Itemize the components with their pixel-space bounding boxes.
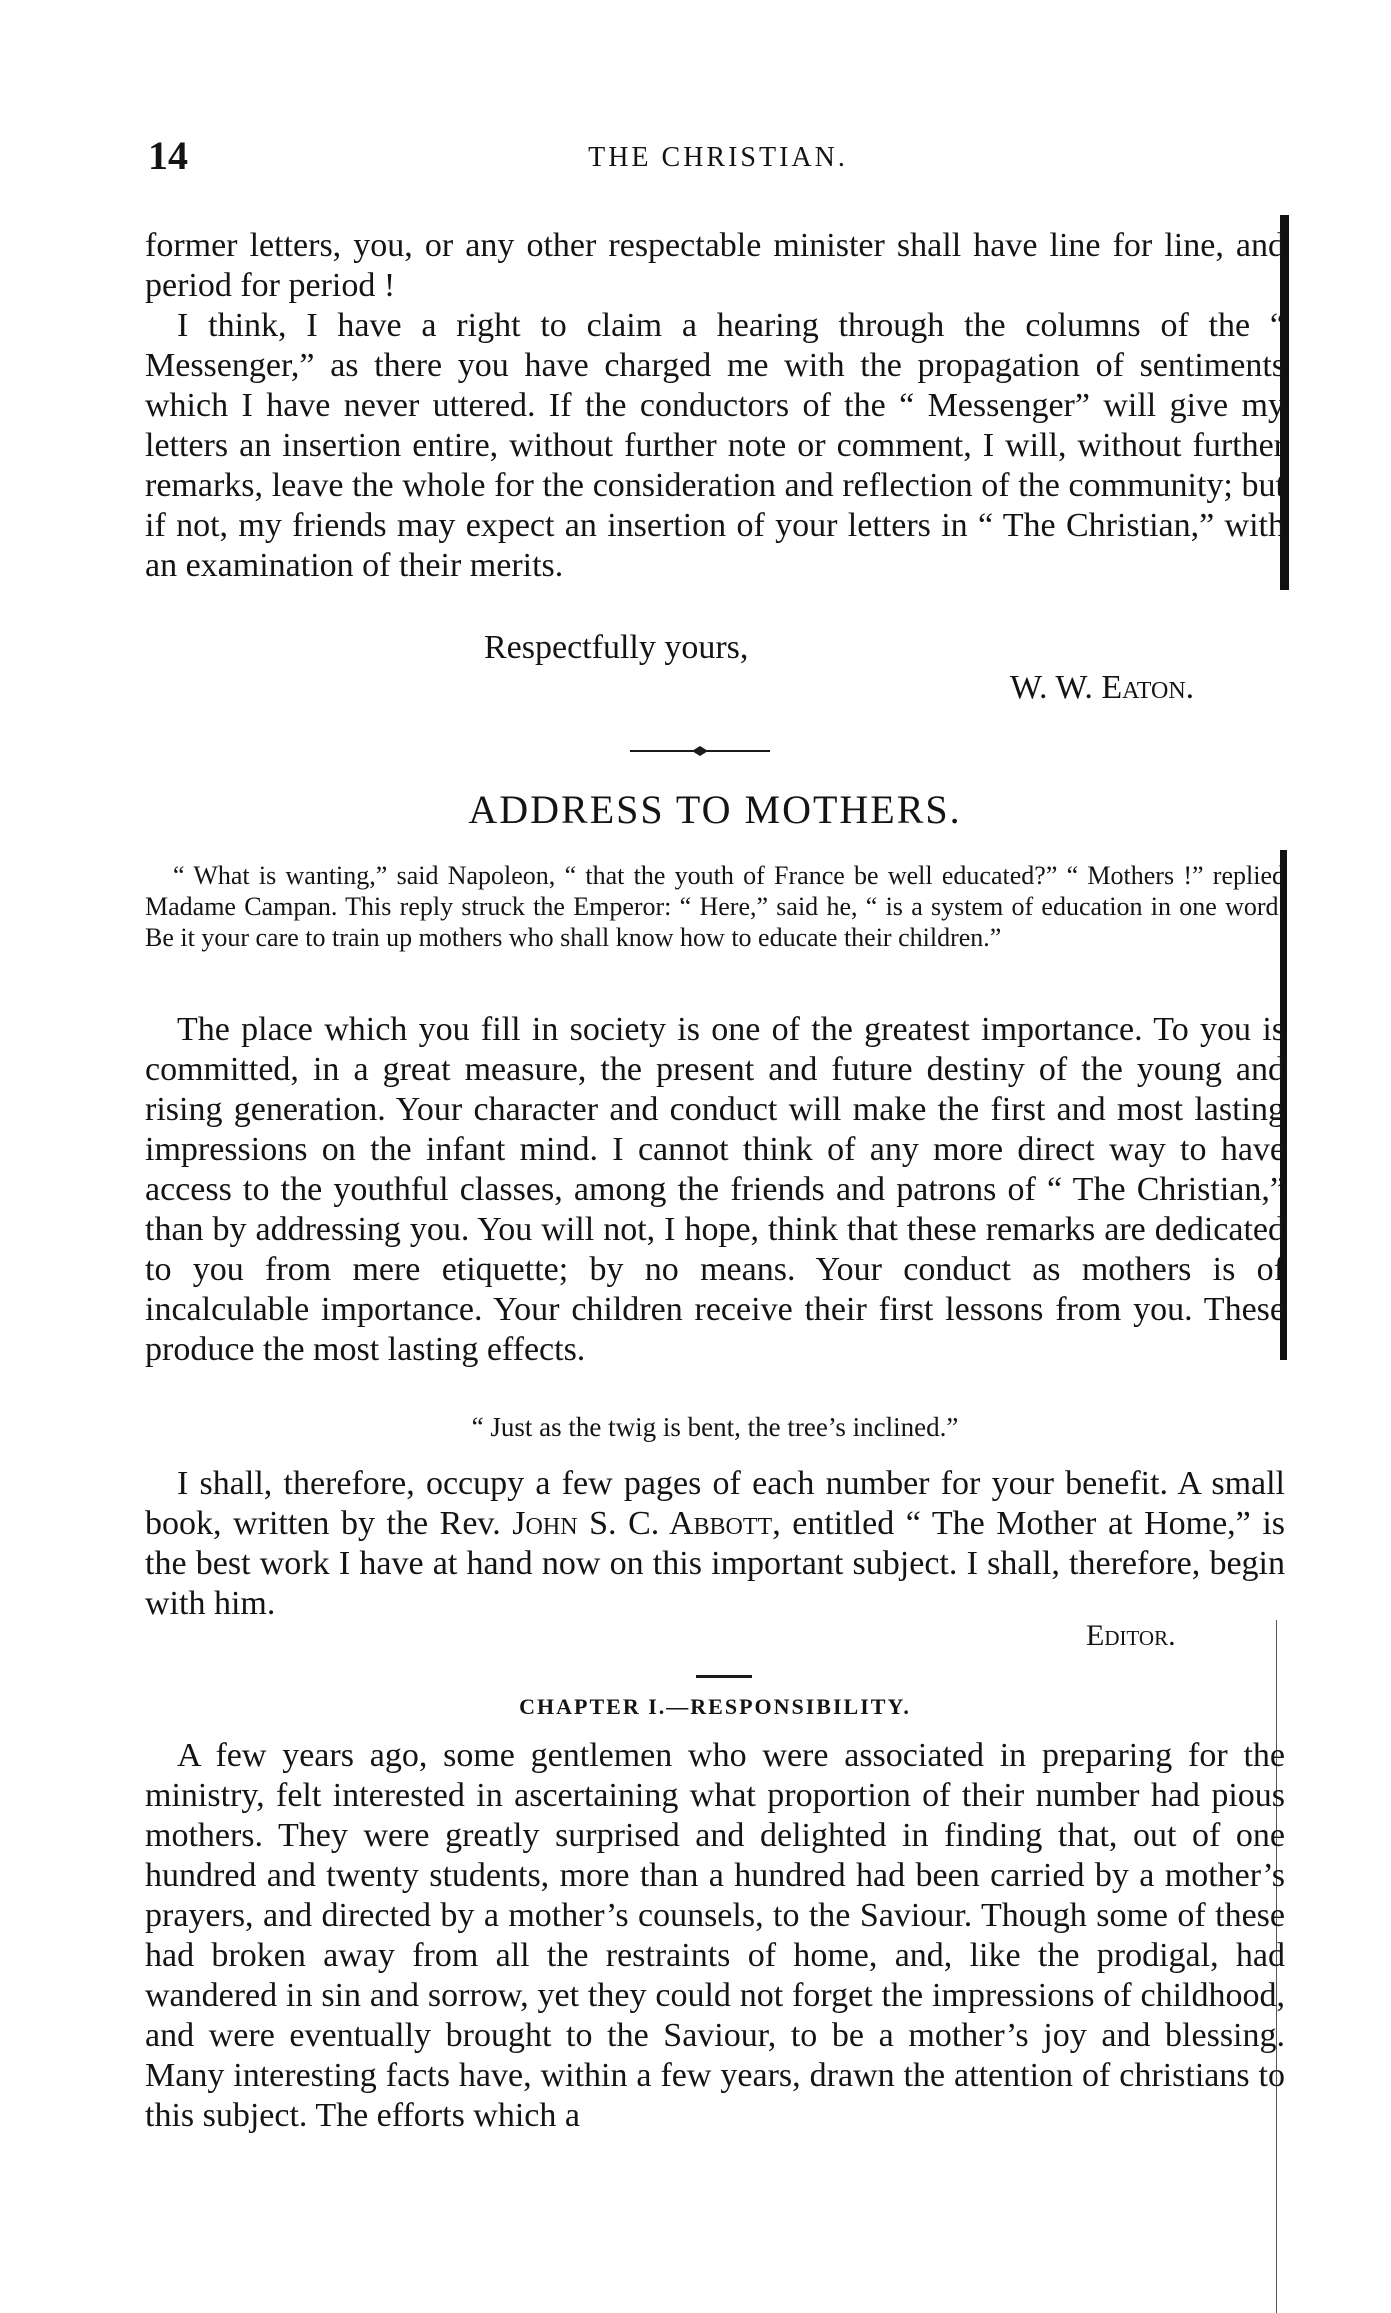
section-title: ADDRESS TO MOTHERS. [468, 787, 962, 832]
epigraph-text: “ What is wanting,” said Napoleon, “ that the youth of France be well educated?” “ Mothers !” replied Madame Campan. This reply struck the Emperor: “ Here,” said he, “ is a system of education in one word. Be it your care to train up mothers who shall know how to educate their children.” [145, 861, 1285, 952]
address-paragraph [145, 1464, 1285, 1624]
letter-closing: Respectfully yours, [484, 629, 749, 666]
address-body-continued [145, 1464, 1285, 1624]
epigraph [145, 860, 1285, 953]
section-rule [696, 1675, 752, 1678]
letter-body [145, 226, 1285, 586]
chapter-heading: CHAPTER I.—RESPONSIBILITY. [519, 1694, 911, 1719]
chapter-paragraph: A few years ago, some gentlemen who were associated in preparing for the ministry, felt interested in ascertaining what proportion of their number had pious mothers. They were greatly surprised and delighted in finding that, out of one hundred and twenty students, more than a hundred had been carried by a mother’s prayers, and directed by a mother’s counsels, to the Saviour. Though some of these had broken away from all the restraints of home, and, like the prodigal, had wandered in sin and sorrow, yet they could not forget the impressions of childhood, and were eventually brought to the Saviour, to be a mother’s joy and blessing. Many interesting facts have, within a few years, drawn the attention of christians to this subject. The efforts which a [145, 1737, 1285, 2134]
running-title: THE CHRISTIAN. [588, 142, 848, 173]
ornamental-divider [630, 744, 770, 758]
author-name: John S. C. Abbott [512, 1505, 773, 1542]
address-paragraph-text: , entitled “ The Mother at Home,” is the best work I have at hand now on this important subject. I shall, therefore, begin with him. [145, 1505, 1286, 1622]
proverb-quote: “ Just as the twig is bent, the tree’s inclined.” [471, 1412, 959, 1442]
letter-paragraph: former letters, you, or any other respectable minister shall have line for line, and period for period ! [145, 227, 1285, 304]
page-header [148, 132, 1288, 182]
letter-paragraph: I think, I have a right to claim a hearing through the columns of the “ Messenger,” as there you have charged me with the propagation of sentiments which I have never uttered. If the conductors of the “ Messenger” will give my letters an insertion entire, without further note or comment, I will, without further remarks, leave the whole for the consideration and reflection of the community; but if not, my friends may expect an insertion of your letters in “ The Christian,” with an examination of their merits. [145, 307, 1285, 584]
address-paragraph-text: I shall, therefore, occupy a few pages of each number for your benefit. A small book, written by the Rev. [145, 1465, 1285, 1542]
address-paragraph: The place which you fill in society is one of the greatest importance. To you is committed, in a great measure, the present and future destiny of the young and rising generation. Your character and conduct will make the first and most lasting impressions on the infant mind. I cannot think of any more direct way to have access to the youthful classes, among the friends and patrons of “ The Christian,” than by addressing you. You will not, I hope, think that these remarks are dedicated to you from mere etiquette; by no means. Your conduct as mothers is of incalculable importance. Your children receive their first lessons from you. These produce the most lasting effects. [145, 1011, 1285, 1368]
address-body [145, 1010, 1285, 1370]
editor-signoff: Editor. [1086, 1619, 1176, 1652]
chapter-body [145, 1736, 1285, 2136]
letter-signature: W. W. Eaton. [1010, 669, 1195, 706]
page-number: 14 [148, 133, 188, 178]
